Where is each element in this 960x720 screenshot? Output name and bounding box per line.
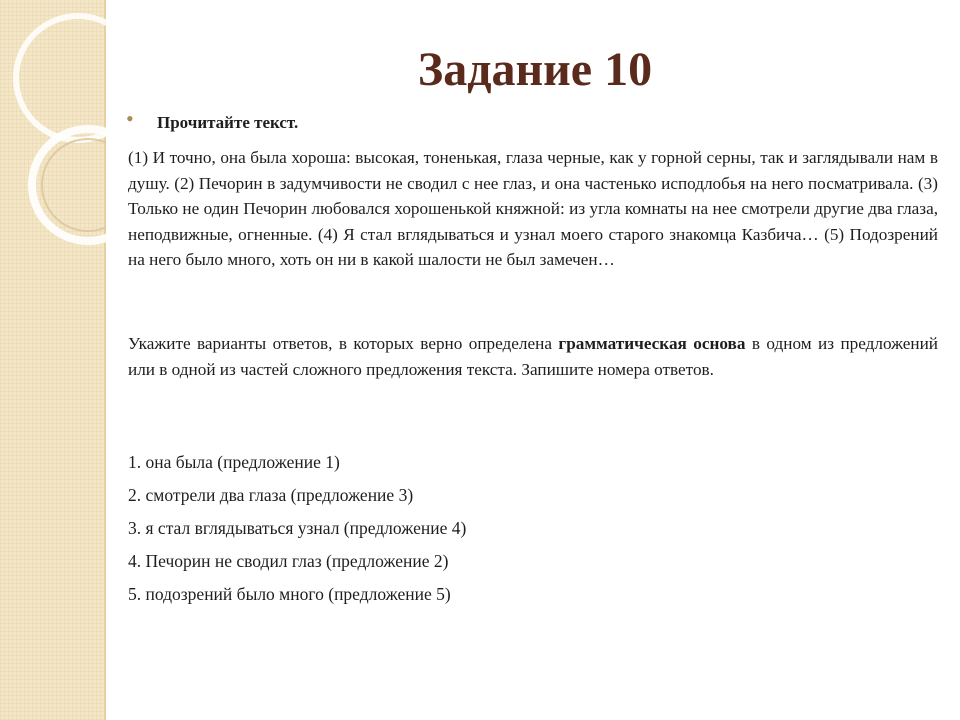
large-ring xyxy=(16,16,106,140)
task-text xyxy=(128,331,938,382)
answer-options xyxy=(128,449,466,614)
slide-title: Задание 10 xyxy=(417,43,653,96)
answer-option: 2. смотрели два глаза (предложение 3) xyxy=(128,485,414,505)
answer-option: 3. я стал вглядываться узнал (предложение 4) xyxy=(128,518,467,538)
inner-ring xyxy=(42,139,106,231)
instruction-text: Прочитайте текст. xyxy=(157,113,299,132)
decorative-circles xyxy=(0,0,106,260)
outer-ring xyxy=(32,129,106,241)
task-emphasis: грамматическая основа xyxy=(558,334,746,353)
bullet-icon: • xyxy=(126,106,134,131)
task-text-start: Укажите варианты ответов, в которых верно определена xyxy=(128,334,559,353)
answer-option: 4. Печорин не сводил глаз (предложение 2) xyxy=(128,551,449,571)
answer-option: 1. она была (предложение 1) xyxy=(128,452,340,472)
task-text-end: в одном из предложений или в одной из частей сложного предложения текста. Запишите номера ответов. xyxy=(128,334,938,379)
answer-option: 5. подозрений было много (предложение 5) xyxy=(128,584,451,604)
reading-passage: (1) И точно, она была хороша: высокая, тоненькая, глаза черные, как у горной серны, так и заглядывали нам в душу. (2) Печорин в задумчивости не сводил с нее глаз, и она частенько исподлобья на него посматривала. (3) Только не один Печорин любовался хорошенькой княжной: из угла комнаты на нее смотрели другие два глаза, неподвижные, огненные. (4) Я стал вглядываться и узнал моего старого знакомца Казбича… (5) Подозрений на него было много, хоть он ни в какой шалости не был замечен… xyxy=(128,148,938,269)
